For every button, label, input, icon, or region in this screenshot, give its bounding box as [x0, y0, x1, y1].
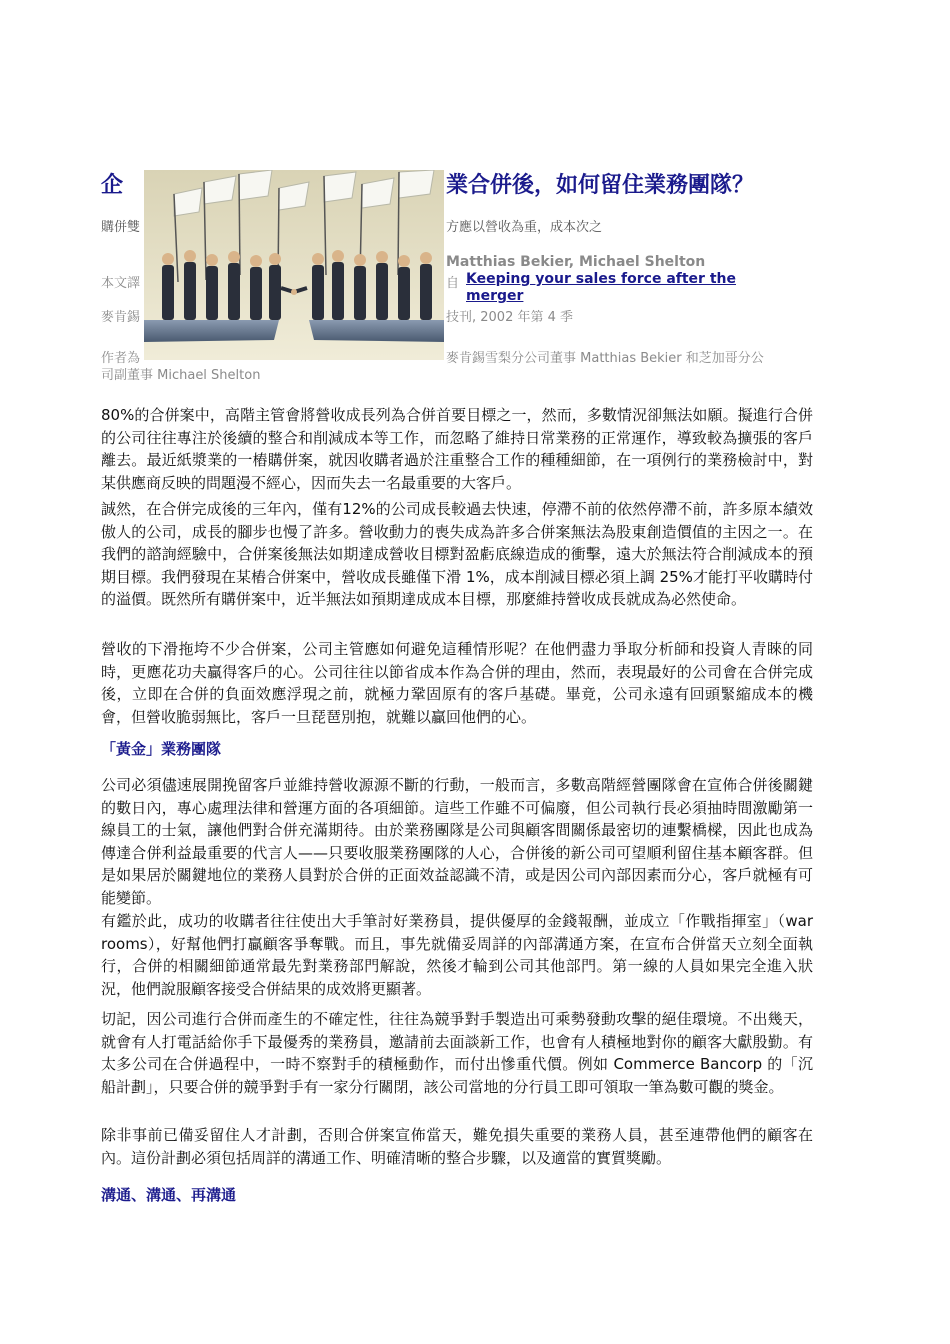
source-link[interactable]: Keeping your sales force after the merger [466, 271, 736, 304]
article-authors: Matthias Bekier, Michael Shelton [446, 254, 706, 270]
paragraph-7: 除非事前已備妥留住人才計劃，否則合併案宣佈當天，難免損失重要的業務人員，甚至連帶他們的顧客在內。這份計劃必須包括周詳的溝通工作、明確清晰的整合步驟，以及適當的實質獎勵。 [101, 1126, 813, 1167]
journal-start: 麥肯錫 [101, 310, 141, 325]
section-heading-communication: 溝通、溝通、再溝通 [101, 1186, 237, 1204]
author-note: 麥肯錫雪梨分公司董事 Matthias Bekier 和芝加哥分公 [446, 351, 764, 366]
subtitle: 方應以營收為重，成本次之 [446, 220, 603, 235]
author-note-line2: 司副董事 Michael Shelton [101, 368, 261, 383]
author-note-start: 作者為 [101, 351, 141, 366]
article-title-start: 企 [101, 172, 124, 198]
paragraph-3: 營收的下滑拖垮不少合併案，公司主管應如何避免這種情形呢？在他們盡力爭取分析師和投資人青睞的同時，更應花功夫贏得客戶的心。公司往往以節省成本作為合併的理由，然而，表現最好的公司會在合併完成後，立即在合併的負面效應浮現之前，就極力鞏固原有的客戶基礎。畢竟，公司永遠有回頭緊縮成本的機會，但營收脆弱無比，客戶一旦琵琶別抱，就難以贏回他們的心。 [101, 640, 813, 726]
paragraph-4: 公司必須儘速展開挽留客戶並維持營收源源不斷的行動，一般而言，多數高階經營團隊會在宣佈合併後關鍵的數日內，專心處理法律和營運方面的各項細節。這些工作雖不可偏廢，但公司執行長必須抽時間激勵第一線員工的士氣，讓他們對合併充滿期待。由於業務團隊是公司與顧客間關係最密切的連繫橋樑，因此也成為傳達合併利益最重要的代言人——只要收服業務團隊的人心，合併後的新公司可望順利留住基本顧客群。但是如果居於關鍵地位的業務人員對於合併的正面效益認識不清，或是因公司內部因素而分心，客戶就極有可能變節。 [101, 776, 813, 907]
source-prefix-start: 本文譯 [101, 276, 141, 291]
paragraph-5: 有鑑於此，成功的收購者往往使出大手筆討好業務員，提供優厚的金錢報酬，並成立「作戰指揮室」（war rooms），好幫他們打贏顧客爭奪戰。而且，事先就備妥周詳的內部溝通方案，在宣布合併當天立刻全面執行，合併的相關細節通常最先對業務部門解說，然後才輪到公司其他部門。第一線的人員如果完全進入狀況，他們說服顧客接受合併結果的成效將更顯著。 [101, 912, 813, 998]
handshake-illustration [144, 170, 444, 360]
paragraph-1: 80%的合併案中，高階主管會將營收成長列為合併首要目標之一，然而，多數情況卻無法如願。擬進行合併的公司往往專注於後續的整合和削減成本等工作，而忽略了維持日常業務的正常運作，導致較為擴張的客戶離去。最近紙漿業的一樁購併案，就因收購者過於注重整合工作的種種細節，在一項例行的業務檢討中，對某供應商反映的問題漫不經心，因而失去一名最重要的大客戶。 [101, 406, 813, 492]
source-prefix: 自 [446, 276, 460, 291]
subtitle-start: 購併雙 [101, 220, 141, 235]
section-heading-golden-sales-team: 「黃金」業務團隊 [101, 740, 222, 758]
hero-illustration [144, 170, 444, 360]
journal-info: 技刊, 2002 年第 4 季 [446, 310, 574, 325]
paragraph-2: 誠然，在合併完成後的三年內，僅有12%的公司成長較過去快速，停滯不前的依然停滯不前，許多原本績效傲人的公司，成長的腳步也慢了許多。營收動力的喪失成為許多合併案無法為股東創造價值的主因之一。在我們的諮詢經驗中，合併案後無法如期達成營收目標對盈虧底線造成的衝擊，遠大於無法符合削減成本的預期目標。我們發現在某樁合併案中，營收成長雖僅下滑 1%，成本削減目標必須上調 25%才能打平收購時付的溢價。既然所有購併案中，近半無法如預期達成成本目標，那麼維持營收成長就成為必然使命。 [101, 500, 813, 608]
article-title: 業合併後，如何留住業務團隊？ [446, 172, 755, 198]
paragraph-6: 切記，因公司進行合併而產生的不確定性，往往為競爭對手製造出可乘勢發動攻擊的絕佳環境。不出幾天，就會有人打電話給你手下最優秀的業務員，邀請前去面談新工作，也會有人積極地對你的顧客大獻殷勤。有太多公司在合併過程中，一時不察對手的積極動作，而付出慘重代價。例如 Commerce Bancorp 的「沉船計劃」，只要合併的競爭對手有一家分行關閉，該公司當地的分行員工即可領取一筆為數可觀的獎金。 [101, 1010, 813, 1096]
